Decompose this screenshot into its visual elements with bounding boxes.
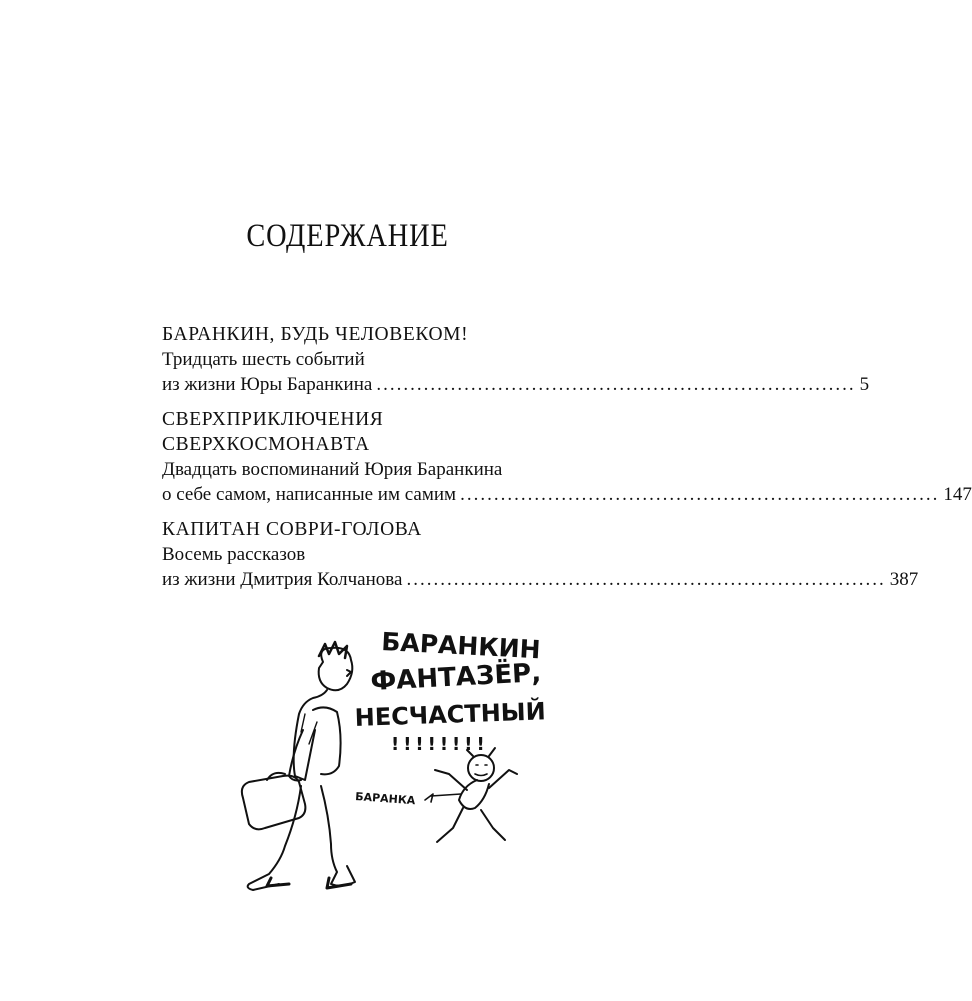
page-number: 387 bbox=[889, 569, 919, 590]
entry-leader-line bbox=[162, 567, 919, 592]
boy-drawing bbox=[242, 642, 355, 890]
entry-heading: КАПИТАН СОВРИ-ГОЛОВА bbox=[162, 519, 422, 540]
entry-leader-line bbox=[162, 482, 972, 507]
page-number: 147 bbox=[943, 484, 972, 505]
entry-heading: БАРАНКИН, БУДЬ ЧЕЛОВЕКОМ! bbox=[162, 324, 469, 345]
entry-heading-line2: СВЕРХКОСМОНАВТА bbox=[162, 434, 370, 455]
scrawl-exclaim: !!!!!!!! bbox=[391, 734, 489, 755]
scrawl-line-3: НЕСЧАСТНЫЙ bbox=[354, 697, 547, 732]
entry-subtitle-last: о себе самом, написанные им самим bbox=[162, 484, 457, 505]
entry-heading: СВЕРХПРИКЛЮЧЕНИЯ bbox=[162, 409, 384, 430]
scrawl-line-1: БАРАНКИН bbox=[380, 627, 542, 665]
dot-leader: ....................................................................... bbox=[376, 374, 856, 395]
entry-subtitle-last: из жизни Дмитрия Колчанова bbox=[162, 569, 403, 590]
entry-subtitle: Двадцать воспоминаний Юрия Баранкина bbox=[162, 459, 503, 480]
toc-entry[interactable] bbox=[162, 322, 870, 397]
scrawl-line-2: ФАНТАЗЁР, bbox=[369, 658, 542, 697]
toc-entry[interactable] bbox=[162, 407, 972, 507]
page-title: СОДЕРЖАНИЕ bbox=[246, 218, 449, 254]
entry-subtitle: Восемь рассказов bbox=[162, 544, 306, 565]
arrow-label: БАРАНКА bbox=[354, 790, 416, 808]
scrawl-text bbox=[354, 627, 546, 807]
page-number: 5 bbox=[859, 374, 870, 395]
toc-entry[interactable] bbox=[162, 517, 919, 592]
dot-leader: ....................................................................... bbox=[460, 484, 940, 505]
illustration bbox=[205, 610, 547, 910]
entry-subtitle: Тридцать шесть событий bbox=[162, 349, 365, 370]
entry-leader-line bbox=[162, 372, 870, 397]
entry-subtitle-last: из жизни Юры Баранкина bbox=[162, 374, 373, 395]
dot-leader: ....................................................................... bbox=[406, 569, 886, 590]
table-of-contents bbox=[162, 322, 972, 602]
stick-figure-drawing bbox=[425, 748, 517, 842]
